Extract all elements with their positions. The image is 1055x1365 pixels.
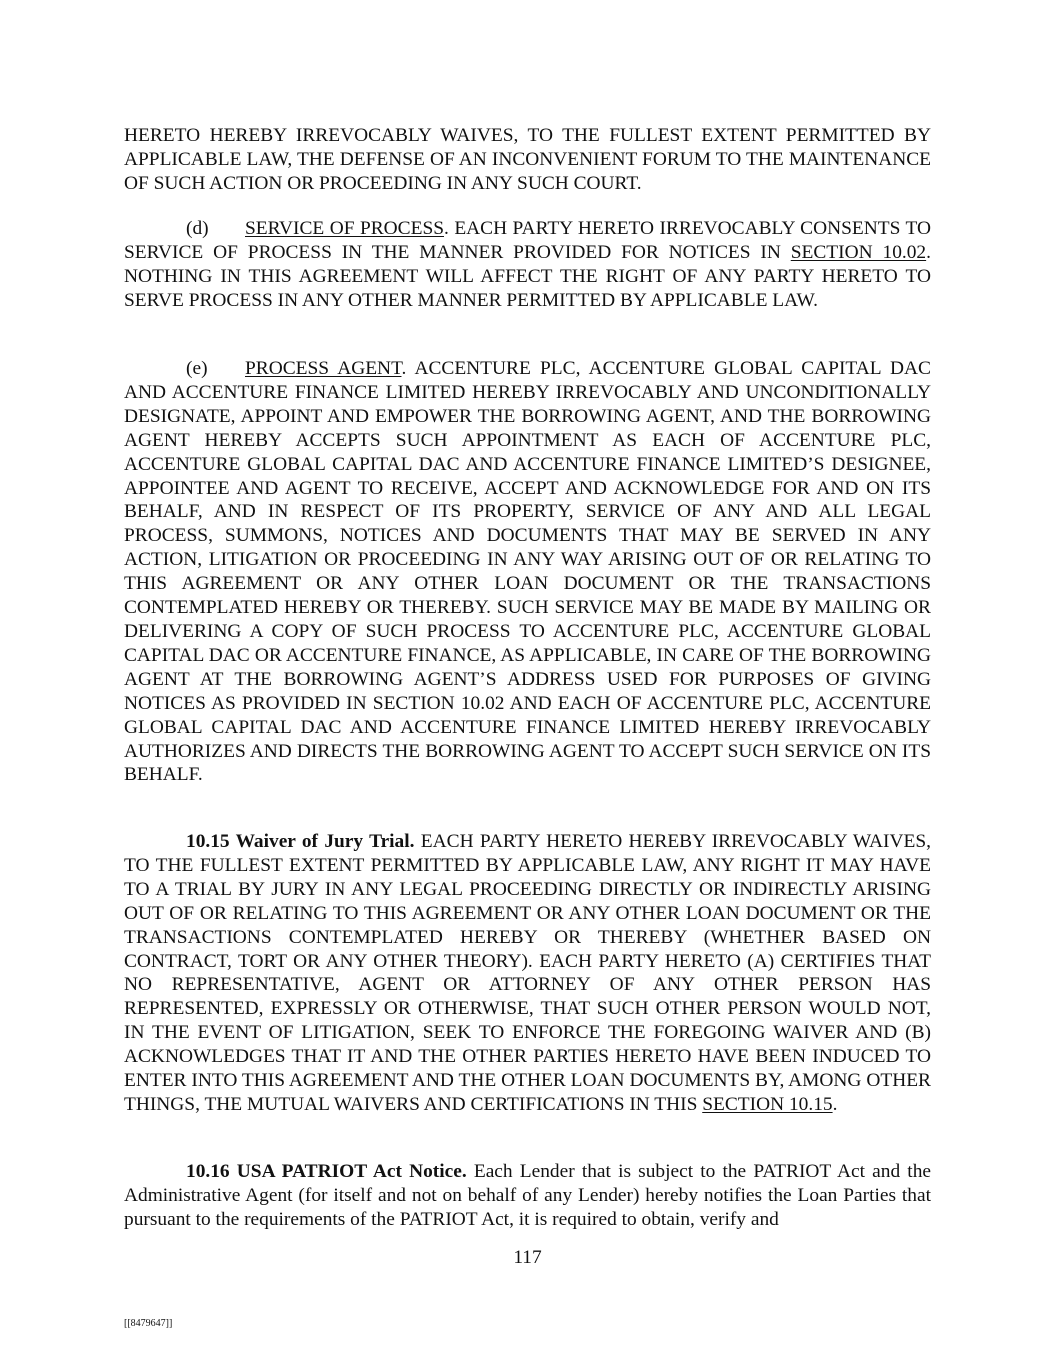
section-heading: 10.16 USA PATRIOT Act Notice. [186, 1161, 467, 1182]
paragraph-service-of-process [124, 217, 931, 313]
clause-heading: PROCESS AGENT [245, 358, 402, 379]
clause-marker: (d) [186, 218, 209, 239]
section-10-16-usa-patriot-act-notice [124, 1160, 931, 1232]
clause-heading: SERVICE OF PROCESS [245, 218, 445, 239]
paragraph-text: . ACCENTURE PLC, ACCENTURE GLOBAL CAPITAL DAC AND ACCENTURE FINANCE LIMITED HEREBY IRREVOCABLY AND UNCONDITIONALLY DESIGNATE, APPOINT AND EMPOWER THE BORROWING AGENT, AND THE BORROWING AGENT HEREBY ACCEPTS SUCH APPOINTMENT AS EACH OF ACCENTURE PLC, ACCENTURE GLOBAL CAPITAL DAC AND ACCENTURE FINANCE LIMITED’S DESIGNEE, APPOINTEE AND AGENT TO RECEIVE, ACCEPT AND ACKNOWLEDGE FOR AND ON ITS BEHALF, AND IN RESPECT OF ITS PROPERTY, SERVICE OF ANY AND ALL LEGAL PROCESS, SUMMONS, NOTICES AND DOCUMENTS THAT MAY BE SERVED IN ANY ACTION, LITIGATION OR PROCEEDING IN ANY WAY ARISING OUT OF OR RELATING TO THIS AGREEMENT OR ANY OTHER LOAN DOCUMENT OR THE TRANSACTIONS CONTEMPLATED HEREBY OR THEREBY. SUCH SERVICE MAY BE MADE BY MAILING OR DELIVERING A COPY OF SUCH PROCESS TO ACCENTURE PLC, ACCENTURE GLOBAL CAPITAL DAC OR ACCENTURE FINANCE, AS APPLICABLE, IN CARE OF THE BORROWING AGENT AT THE BORROWING AGENT’S ADDRESS USED FOR PURPOSES OF GIVING NOTICES AS PROVIDED IN SECTION 10.02 AND EACH OF ACCENTURE PLC, ACCENTURE GLOBAL CAPITAL DAC AND ACCENTURE FINANCE LIMITED HEREBY IRREVOCABLY AUTHORIZES AND DIRECTS THE BORROWING AGENT TO ACCEPT SUCH SERVICE ON ITS BEHALF. [124, 358, 931, 786]
paragraph-text: . EACH PARTY HERETO IRREVOCABLY CONSENTS TO SERVICE OF PROCESS IN THE MANNER PROVIDED FOR NOTICES IN [124, 218, 931, 263]
section-10-15-waiver-of-jury-trial [124, 830, 931, 1117]
paragraph-text: HERETO HEREBY IRREVOCABLY WAIVES, TO THE FULLEST EXTENT PERMITTED BY APPLICABLE LAW, THE DEFENSE OF AN INCONVENIENT FORUM TO THE MAINTENANCE OF SUCH ACTION OR PROCEEDING IN ANY SUCH COURT. [124, 125, 931, 194]
paragraph-process-agent [124, 357, 931, 787]
document-id: [[8479647]] [124, 1318, 173, 1329]
section-heading: 10.15 Waiver of Jury Trial. [186, 831, 415, 852]
clause-marker: (e) [186, 358, 208, 379]
paragraph-text: . NOTHING IN THIS AGREEMENT WILL AFFECT THE RIGHT OF ANY PARTY HERETO TO SERVE PROCESS IN ANY OTHER MANNER PERMITTED BY APPLICABLE LAW. [124, 241, 931, 311]
section-reference: SECTION 10.02 [790, 241, 927, 263]
page-number: 117 [513, 1247, 542, 1268]
paragraph-text: . [832, 1093, 838, 1115]
paragraph-forum-waiver [124, 124, 931, 196]
section-reference: SECTION 10.15 [702, 1093, 833, 1115]
paragraph-text: Each Lender that is subject to the PATRIOT Act and the Administrative Agent (for itself and not on behalf of any Lender) hereby notifies the Loan Parties that pursuant to the requirements of the PATRIOT Act, it is required to obtain, verify and [124, 1161, 931, 1230]
paragraph-text: EACH PARTY HERETO HEREBY IRREVOCABLY WAIVES, TO THE FULLEST EXTENT PERMITTED BY APPLICABLE LAW, ANY RIGHT IT MAY HAVE TO A TRIAL BY JURY IN ANY LEGAL PROCEEDING DIRECTLY OR INDIRECTLY ARISING OUT OF OR RELATING TO THIS AGREEMENT OR ANY OTHER LOAN DOCUMENT OR THE TRANSACTIONS CONTEMPLATED HEREBY OR THEREBY (WHETHER BASED ON CONTRACT, TORT OR ANY OTHER THEORY). EACH PARTY HERETO (A) CERTIFIES THAT NO REPRESENTATIVE, AGENT OR ATTORNEY OF ANY OTHER PERSON HAS REPRESENTED, EXPRESSLY OR OTHERWISE, THAT SUCH OTHER PERSON WOULD NOT, IN THE EVENT OF LITIGATION, SEEK TO ENFORCE THE FOREGOING WAIVER AND (B) ACKNOWLEDGES THAT IT AND THE OTHER PARTIES HERETO HAVE BEEN INDUCED TO ENTER INTO THIS AGREEMENT AND THE OTHER LOAN DOCUMENTS BY, AMONG OTHER THINGS, THE MUTUAL WAIVERS AND CERTIFICATIONS IN THIS [124, 831, 931, 1115]
